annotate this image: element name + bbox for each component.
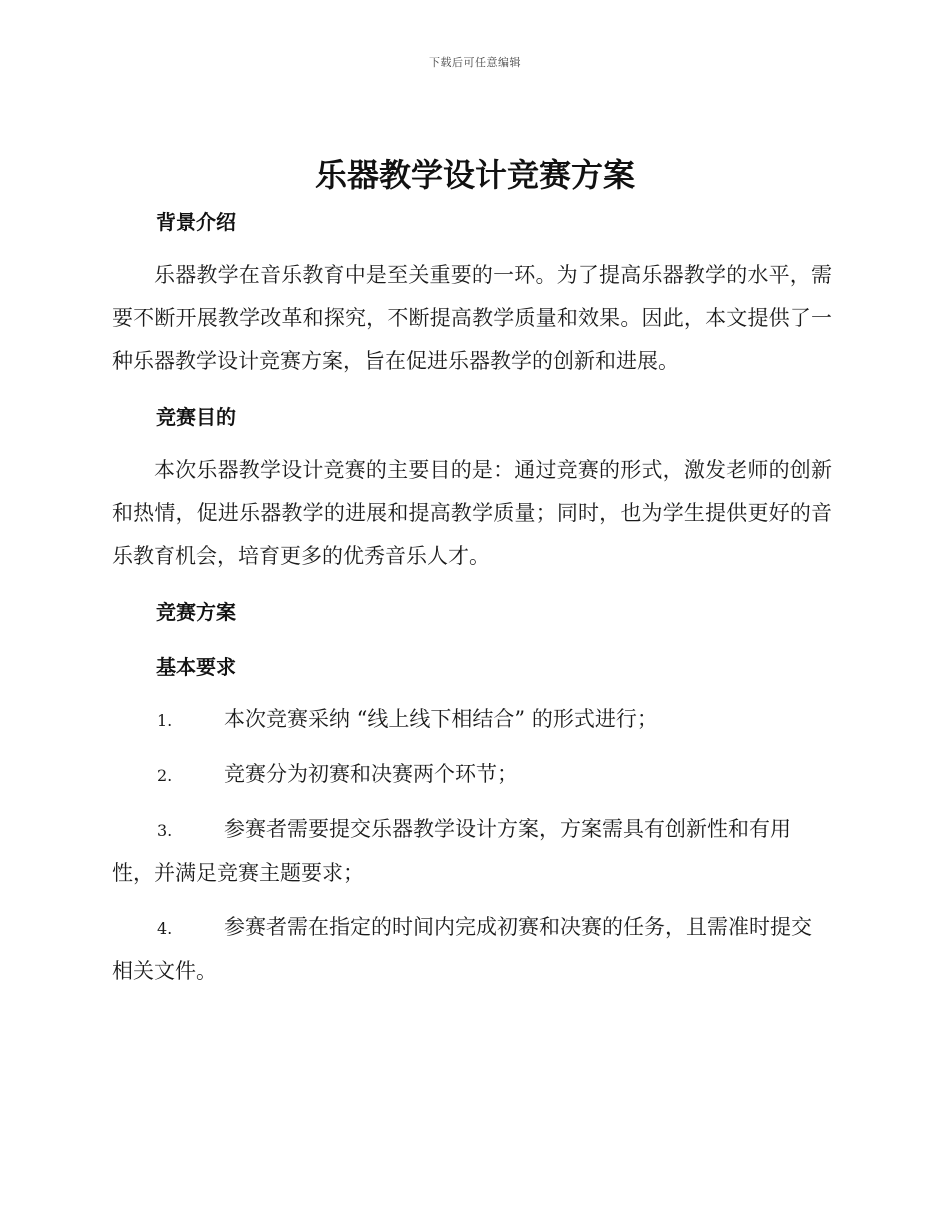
list-item-text: 竞赛分为初赛和决赛两个环节；: [224, 762, 518, 786]
paragraph-background: 乐器教学在音乐教育中是至关重要的一环。为了提高乐器教学的水平，需要不断开展教学改革和探究，不断提高教学质量和效果。因此，本文提供了一种乐器教学设计竞赛方案，旨在促进乐器教学的创新和进展。: [112, 263, 832, 373]
document-title: 乐器教学设计竞赛方案: [314, 156, 635, 194]
list-item: [112, 698, 832, 742]
paragraph-purpose: 本次乐器教学设计竞赛的主要目的是：通过竞赛的形式，激发老师的创新和热情，促进乐器教学的进展和提高教学质量；同时，也为学生提供更好的音乐教育机会，培育更多的优秀音乐人才。: [112, 458, 832, 568]
page-header: 下载后可任意编辑: [429, 56, 521, 69]
section-heading-plan: 竞赛方案: [156, 600, 236, 624]
list-item-number: 4.: [157, 919, 173, 938]
list-item-number: 3.: [157, 821, 173, 840]
list-item-text: 本次竞赛采纳 “线上线下相结合” 的形式进行；: [224, 707, 658, 731]
list-item-text: 参赛者需要提交乐器教学设计方案，方案需具有创新性和有用性，并满足竞赛主题要求；: [112, 817, 791, 885]
section-heading-purpose: 竞赛目的: [156, 405, 236, 429]
list-item: [112, 808, 832, 895]
list-item-text: 参赛者需在指定的时间内完成初赛和决赛的任务，且需准时提交相关文件。: [112, 915, 812, 983]
list-item: [112, 753, 832, 797]
list-item: [112, 906, 832, 993]
list-item-number: 1.: [157, 711, 173, 730]
section-heading-background: 背景介绍: [156, 210, 236, 234]
section-heading-requirements: 基本要求: [156, 655, 236, 679]
list-item-number: 2.: [157, 766, 173, 785]
